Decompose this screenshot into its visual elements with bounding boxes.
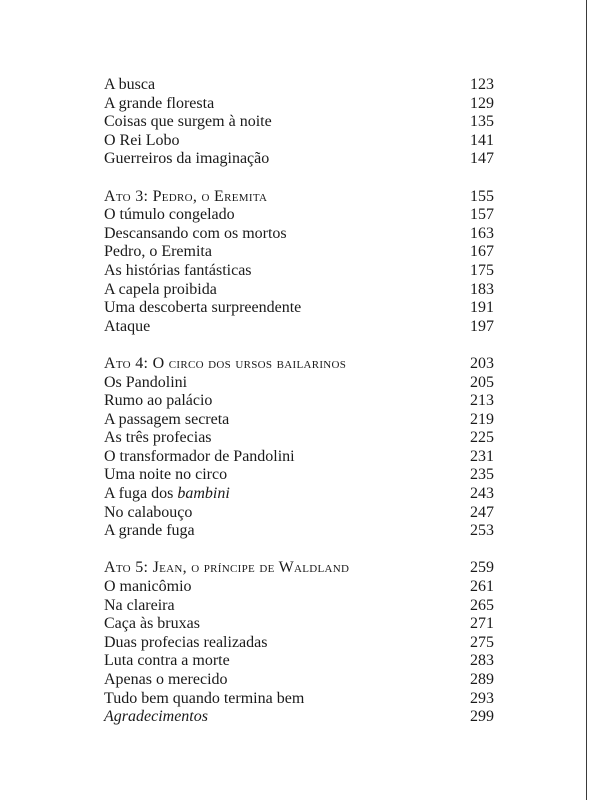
toc-act-title: Ato 4: O circo dos ursos bailarinos (104, 354, 347, 372)
toc-entry-title: Descansando com os mortos (104, 224, 287, 242)
toc-entry[interactable] (104, 374, 494, 393)
toc-entry-title: O túmulo congelado (104, 206, 235, 224)
toc-entry[interactable] (104, 113, 494, 132)
toc-entry[interactable] (104, 429, 494, 448)
toc-entry[interactable] (104, 262, 494, 281)
toc-entry-title: Caça às bruxas (104, 615, 200, 633)
toc-entry-title: As três profecias (104, 429, 212, 447)
toc-group-act-3 (104, 188, 494, 337)
toc-entry-page: 253 (470, 522, 494, 540)
toc-entry-title (104, 485, 230, 504)
toc-act-heading[interactable] (104, 188, 494, 207)
toc-entry-title: Tudo bem quando termina bem (104, 689, 305, 707)
toc-entry-title: O Rei Lobo (104, 131, 180, 149)
toc-entry-page: 205 (470, 373, 494, 391)
toc-entry[interactable] (104, 448, 494, 467)
toc-entry[interactable] (104, 652, 494, 671)
toc-group-act-5 (104, 559, 494, 726)
toc-entry-title: Guerreiros da imaginação (104, 150, 270, 168)
toc-entry-page: 225 (470, 429, 494, 447)
toc-entry-page: 283 (470, 652, 494, 670)
toc-entry[interactable] (104, 485, 494, 504)
toc-entry-title: O manicômio (104, 578, 192, 596)
toc-entry[interactable] (104, 299, 494, 318)
toc-entry-title: Os Pandolini (104, 373, 188, 391)
toc-entry-title: Apenas o merecido (104, 671, 228, 688)
toc-entry-page: 157 (470, 206, 494, 224)
toc-act-title: Ato 3: Pedro, o Eremita (104, 187, 268, 205)
toc-entry-page: 163 (470, 224, 494, 242)
toc-entry[interactable] (104, 615, 494, 634)
toc-entry-title: A busca (104, 76, 156, 93)
toc-entry-page: 299 (470, 708, 494, 726)
toc-entry-title: Luta contra a morte (104, 652, 230, 670)
toc-entry[interactable] (104, 225, 494, 244)
toc-entry-page: 231 (470, 447, 494, 465)
toc-entry-title: Uma descoberta surpreendente (104, 299, 302, 317)
toc-entry-page: 275 (470, 633, 494, 651)
toc-entry-page: 183 (470, 280, 494, 298)
toc-entry-title: Agradecimentos (104, 708, 208, 726)
toc-entry-page: 203 (470, 354, 494, 372)
toc-entry[interactable] (104, 206, 494, 225)
toc-entry[interactable] (104, 597, 494, 616)
toc-entry-page: 167 (470, 243, 494, 261)
toc-entry-page: 261 (470, 578, 494, 596)
toc-entry[interactable] (104, 634, 494, 653)
toc-entry[interactable] (104, 132, 494, 151)
toc-entry-page: 289 (470, 671, 494, 688)
toc-entry-page: 147 (470, 150, 494, 168)
toc-entry[interactable] (104, 243, 494, 262)
toc-entry-title: A grande fuga (104, 522, 195, 540)
toc-entry-page: 155 (470, 187, 494, 205)
toc-entry-page: 213 (470, 392, 494, 410)
toc-entry[interactable] (104, 504, 494, 523)
toc-entry-title: A passagem secreta (104, 410, 230, 428)
toc-entry[interactable] (104, 671, 494, 690)
toc-entry[interactable] (104, 690, 494, 709)
toc-entry-page: 141 (470, 131, 494, 149)
table-of-contents (104, 76, 494, 745)
toc-entry-page: 247 (470, 503, 494, 521)
toc-entry-page: 191 (470, 299, 494, 317)
toc-act-heading[interactable] (104, 559, 494, 578)
toc-act-heading[interactable] (104, 355, 494, 374)
toc-entry-page: 219 (470, 410, 494, 428)
toc-entry-title: A capela proibida (104, 280, 217, 298)
toc-entry-title-italic: bambini (177, 485, 230, 503)
toc-entry-title: Na clareira (104, 596, 175, 614)
toc-entry-title: Rumo ao palácio (104, 392, 213, 410)
toc-entry-title: Ataque (104, 317, 151, 335)
toc-entry[interactable] (104, 578, 494, 597)
toc-entry-title: O transformador de Pandolini (104, 447, 295, 465)
toc-entry-page: 243 (470, 485, 494, 503)
toc-entry-page: 293 (470, 689, 494, 707)
toc-entry-page: 129 (470, 94, 494, 112)
toc-entry-title: No calabouço (104, 503, 193, 521)
page-edge-line (586, 0, 587, 800)
toc-act-title: Ato 5: Jean, o príncipe de Waldland (104, 559, 350, 577)
toc-entry-title: A grande floresta (104, 94, 215, 112)
toc-entry-title: Pedro, o Eremita (104, 243, 212, 261)
toc-group-act-2-continued (104, 76, 494, 169)
toc-entry-title: Uma noite no circo (104, 466, 228, 484)
toc-entry-page: 235 (470, 466, 494, 484)
toc-group-act-4 (104, 355, 494, 541)
toc-entry-page: 197 (470, 317, 494, 335)
toc-entry-title: As histórias fantásticas (104, 261, 252, 279)
toc-entry-page: 175 (470, 261, 494, 279)
toc-entry[interactable] (104, 522, 494, 541)
toc-entry[interactable] (104, 318, 494, 337)
toc-entry-page: 135 (470, 113, 494, 131)
toc-entry-title-prefix: A fuga dos (104, 485, 178, 503)
toc-entry-page: 265 (470, 596, 494, 614)
toc-entry-page: 123 (470, 76, 494, 93)
toc-entry[interactable] (104, 281, 494, 300)
toc-entry[interactable] (104, 466, 494, 485)
toc-entry[interactable] (104, 411, 494, 430)
toc-entry[interactable] (104, 392, 494, 411)
toc-entry-title: Coisas que surgem à noite (104, 113, 272, 131)
toc-entry-page: 259 (470, 559, 494, 577)
toc-entry[interactable] (104, 708, 494, 727)
toc-entry[interactable] (104, 76, 494, 95)
toc-entry[interactable] (104, 95, 494, 114)
toc-entry-title: Duas profecias realizadas (104, 633, 268, 651)
toc-entry[interactable] (104, 150, 494, 169)
toc-entry-page: 271 (470, 615, 494, 633)
